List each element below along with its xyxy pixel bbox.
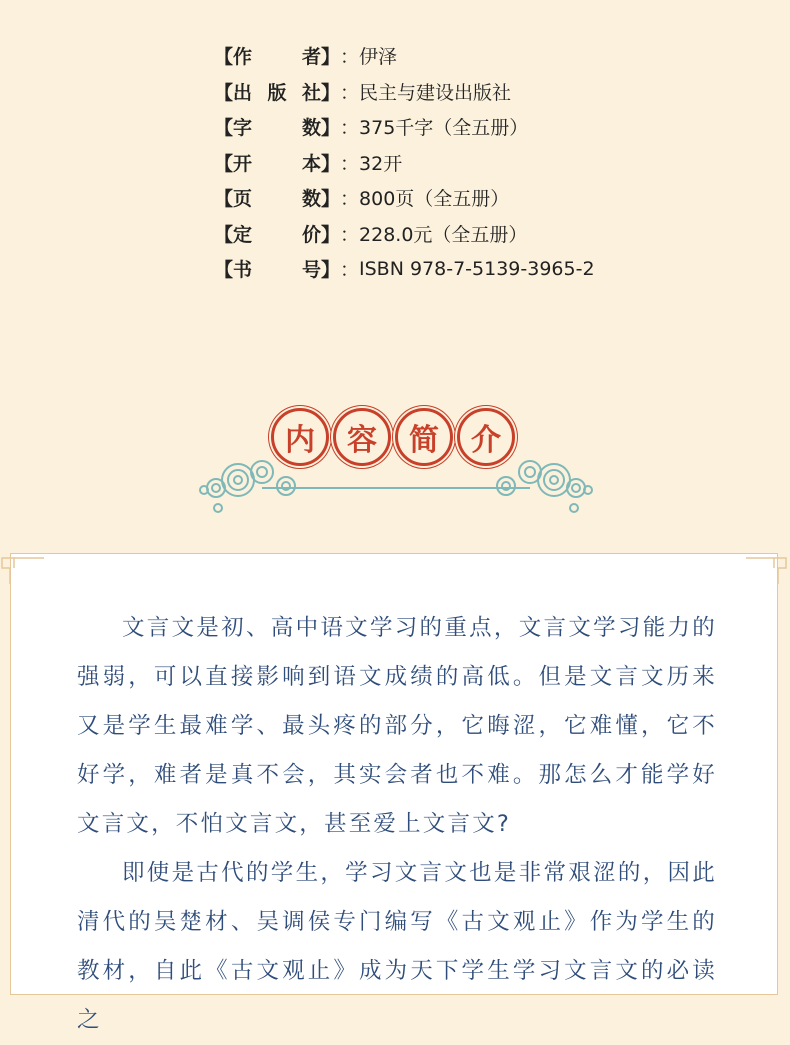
info-value: ISBN 978-7-5139-3965-2 [359, 257, 595, 280]
info-key: 【出 版 社】 [214, 81, 340, 104]
intro-paragraph: 文言文是初、高中语文学习的重点，文言文学习能力的强弱，可以直接影响到语文成绩的高低。但是文言文历来又是学生最难学、最头疼的部分，它晦涩，它难懂，它不好学，难者是真不会，其实会者也不难。那怎么才能学好文言文，不怕文言文，甚至爱上文言文? [77, 615, 717, 837]
title-char: 介 [457, 408, 515, 466]
info-row-author [214, 38, 595, 74]
info-row-price [214, 216, 595, 252]
corner-ornament-right-icon [746, 550, 790, 584]
info-key: 【书 号】 [214, 259, 340, 282]
book-info-list [214, 38, 595, 287]
info-key: 【开 本】 [214, 152, 340, 175]
info-value: 228.0元（全五册） [359, 223, 528, 246]
corner-ornament-left-icon [0, 550, 44, 584]
info-row-format [214, 145, 595, 181]
title-circles [271, 408, 515, 466]
info-key: 【页 数】 [214, 188, 340, 211]
info-key: 【字 数】 [214, 117, 340, 140]
info-sep: ： [340, 223, 360, 246]
title-char: 内 [271, 408, 329, 466]
section-title [198, 408, 594, 513]
info-value: 民主与建设出版社 [359, 81, 512, 104]
title-char: 容 [333, 408, 391, 466]
info-value: 800页（全五册） [359, 188, 510, 211]
info-row-pages [214, 180, 595, 216]
info-sep: ： [340, 259, 360, 282]
title-char: 简 [395, 408, 453, 466]
info-sep: ： [340, 152, 360, 175]
info-sep: ： [340, 81, 360, 104]
info-row-isbn [214, 251, 595, 287]
info-key: 【作 者】 [214, 46, 340, 69]
info-value: 375千字（全五册） [359, 117, 529, 140]
intro-text [77, 604, 717, 1045]
info-key: 【定 价】 [214, 223, 340, 246]
info-sep: ： [340, 188, 360, 211]
info-value: 32开 [359, 152, 403, 175]
info-row-word-count [214, 109, 595, 145]
info-value: 伊泽 [359, 46, 398, 69]
info-sep: ： [340, 46, 360, 69]
info-row-publisher [214, 74, 595, 110]
intro-paragraph: 即使是古代的学生，学习文言文也是非常艰涩的，因此清代的吴楚材、吴调侯专门编写《古文观止》作为学生的教材，自此《古文观止》成为天下学生学习文言文的必读之 [77, 860, 717, 1033]
info-sep: ： [340, 117, 360, 140]
